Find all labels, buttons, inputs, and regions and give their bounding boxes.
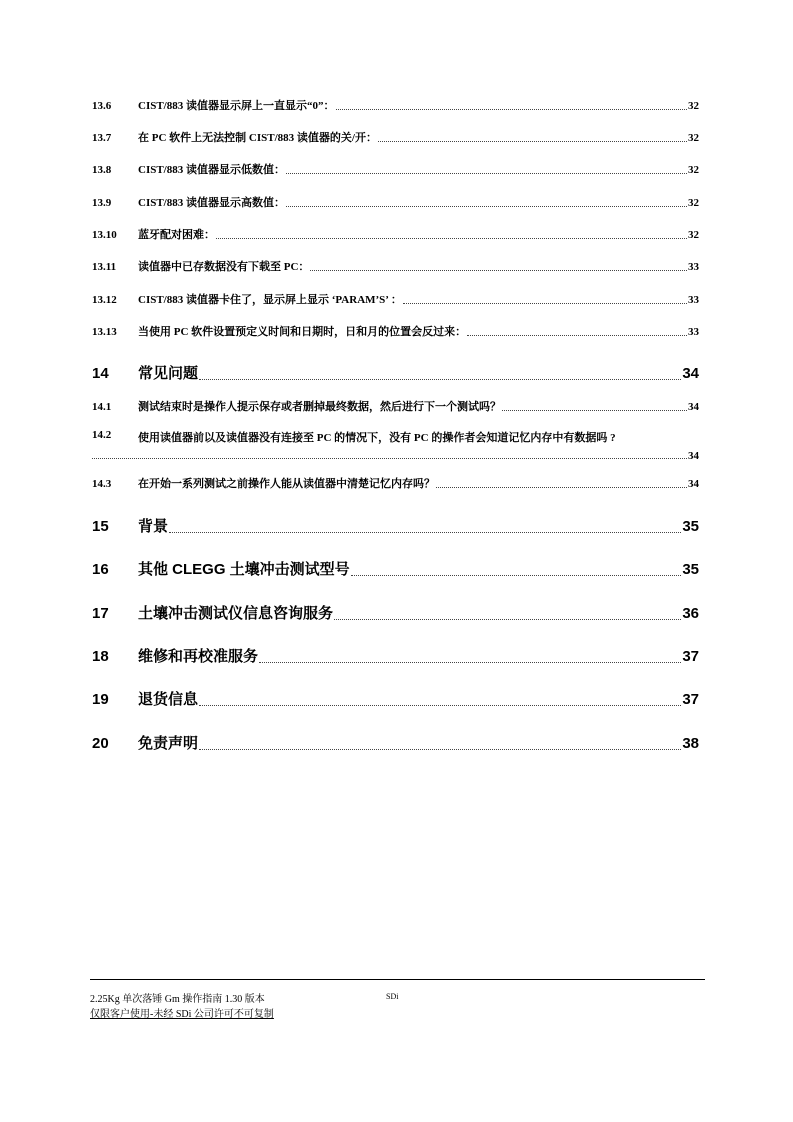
footer-copyright-notice: 仅限客户使用-未经 SDi 公司许可不可复制 (90, 1009, 274, 1020)
toc-page-number: 38 (682, 735, 699, 752)
toc-leader (403, 303, 687, 304)
toc-entry-17[interactable] (92, 602, 699, 623)
toc-entry-13-11[interactable] (92, 258, 699, 274)
toc-number: 13.6 (92, 100, 112, 112)
toc-number: 14.2 (92, 429, 112, 441)
toc-leader (259, 662, 681, 663)
toc-entry-14-1[interactable] (92, 398, 699, 414)
toc-leader (216, 238, 687, 239)
toc-title: 使用读值器前以及读值器没有连接至 PC 的情况下，没有 PC 的操作者会知道记忆内存中有数据吗 ? (138, 432, 616, 444)
toc-leader (378, 141, 687, 142)
toc-title: 其他 CLEGG 土壤冲击测试型号 (138, 561, 350, 578)
toc-title: 在开始一系列测试之前操作人能从读值器中清楚记忆内存吗？ (138, 478, 435, 490)
toc-title: 读值器中已存数据没有下载至 PC： (138, 261, 310, 273)
toc-number: 14.3 (92, 478, 112, 490)
toc-title: 土壤冲击测试仪信息咨询服务 (138, 605, 334, 622)
toc-number: 15 (92, 518, 109, 535)
toc-page-number: 33 (688, 261, 699, 273)
toc-number: 13.9 (92, 197, 112, 209)
toc-number: 13.8 (92, 164, 112, 176)
toc-leader (436, 487, 687, 488)
toc-title: 当使用 PC 软件设置预定义时间和日期时，日和月的位置会反过来： (138, 326, 467, 338)
toc-entry-16[interactable] (92, 558, 699, 579)
toc-entry-13-8[interactable] (92, 161, 699, 177)
toc-entry-14-3[interactable] (92, 475, 699, 491)
toc-entry-13-13[interactable] (92, 323, 699, 339)
toc-number: 19 (92, 691, 109, 708)
toc-number: 20 (92, 735, 109, 752)
toc-page-number: 34 (682, 365, 699, 382)
toc-entry-20[interactable] (92, 732, 699, 753)
toc-entry-19[interactable] (92, 688, 699, 709)
toc-entry-15[interactable] (92, 515, 699, 536)
toc-number: 13.10 (92, 229, 117, 241)
toc-number: 14 (92, 365, 109, 382)
toc-entry-14[interactable] (92, 362, 699, 383)
toc-entry-18[interactable] (92, 645, 699, 666)
footer-divider (90, 979, 705, 980)
toc-page-number: 37 (682, 648, 699, 665)
toc-leader (199, 749, 681, 750)
toc-title: 维修和再校准服务 (138, 648, 259, 665)
toc-number: 13.7 (92, 132, 112, 144)
toc-leader (286, 206, 687, 207)
toc-leader (199, 705, 681, 706)
toc-number: 13.12 (92, 294, 117, 306)
toc-leader (467, 335, 687, 336)
toc-page-number: 34 (688, 450, 699, 462)
toc-title: 免责声明 (138, 735, 199, 752)
toc-number: 14.1 (92, 401, 112, 413)
toc-entry-13-6[interactable] (92, 97, 699, 113)
toc-title: 退货信息 (138, 691, 199, 708)
toc-title: 蓝牙配对困难： (138, 229, 215, 241)
toc-page-number: 35 (682, 561, 699, 578)
toc-page-number: 35 (682, 518, 699, 535)
toc-leader (334, 619, 681, 620)
toc-leader (336, 109, 688, 110)
toc-title: CIST/883 读值器显示低数值： (138, 164, 285, 176)
toc-entry-13-12[interactable] (92, 291, 699, 307)
toc-leader (351, 575, 682, 576)
toc-leader (286, 173, 687, 174)
toc-number: 17 (92, 605, 109, 622)
toc-title: CIST/883 读值器显示高数值： (138, 197, 285, 209)
toc-number: 18 (92, 648, 109, 665)
toc-entry-14-2[interactable] (92, 429, 699, 462)
toc-number: 13.11 (92, 261, 117, 273)
toc-number: 13.13 (92, 326, 117, 338)
toc-page-number: 37 (682, 691, 699, 708)
toc-page-number: 34 (688, 478, 699, 490)
toc-page-number: 32 (688, 229, 699, 241)
toc-entry-13-10[interactable] (92, 226, 699, 242)
toc-title: 常见问题 (138, 365, 199, 382)
toc-page-number: 32 (688, 164, 699, 176)
footer-doc-title: 2.25Kg 单次落锤 Gm 操作指南 1.30 版本 (90, 994, 265, 1005)
toc-entry-13-9[interactable] (92, 194, 699, 210)
toc-leader (169, 532, 681, 533)
toc-title: 在 PC 软件上无法控制 CIST/883 读值器的关/开： (138, 132, 377, 144)
toc-page-number: 36 (682, 605, 699, 622)
toc-title: 测试结束时是操作人提示保存或者删掉最终数据，然后进行下一个测试吗？ (138, 401, 501, 413)
toc-page-number: 33 (688, 294, 699, 306)
toc-leader (310, 270, 687, 271)
toc-page-number: 33 (688, 326, 699, 338)
toc-leader (502, 410, 687, 411)
toc-leader (92, 458, 687, 459)
toc-entry-13-7[interactable] (92, 129, 699, 145)
toc-number: 16 (92, 561, 109, 578)
footer-company: SDi (386, 992, 399, 1001)
toc-page-number: 32 (688, 197, 699, 209)
toc-page-number: 34 (688, 401, 699, 413)
toc-page-number: 32 (688, 132, 699, 144)
toc-title: CIST/883 读值器显示屏上一直显示“0”： (138, 100, 335, 112)
toc-leader (199, 379, 681, 380)
toc-page-number: 32 (688, 100, 699, 112)
toc-title: 背景 (138, 518, 169, 535)
toc-title: CIST/883 读值器卡住了，显示屏上显示 ‘PARAM’S’ ： (138, 294, 402, 306)
